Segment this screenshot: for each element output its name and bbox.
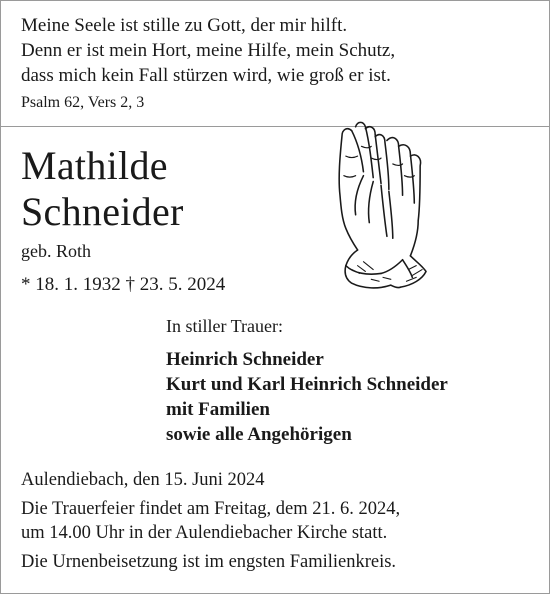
mourner-line: sowie alle Angehörigen: [166, 424, 352, 445]
life-dates: * 18. 1. 1932 † 23. 5. 2024: [21, 274, 226, 295]
verse-line: dass mich kein Fall stürzen wird, wie groß er ist.: [21, 65, 391, 86]
verse-line: Meine Seele ist stille zu Gott, der mir hilft.: [21, 15, 348, 36]
birth-name: geb. Roth: [21, 241, 91, 261]
first-name: Mathilde: [21, 143, 168, 188]
mourning-label: In stiller Trauer:: [166, 316, 283, 336]
last-name: Schneider: [21, 189, 184, 234]
place-date: Aulendiebach, den 15. Juni 2024: [21, 470, 265, 490]
divider: [1, 126, 549, 127]
verse-line: Denn er ist mein Hort, meine Hilfe, mein Schutz,: [21, 40, 396, 61]
service-line: um 14.00 Uhr in der Aulendiebacher Kirche statt.: [21, 523, 388, 543]
service-line: Die Trauerfeier findet am Freitag, dem 21. 6. 2024,: [21, 499, 401, 519]
burial-note: Die Urnenbeisetzung ist im engsten Familienkreis.: [21, 552, 397, 572]
praying-hands-icon: [324, 117, 442, 293]
deceased-name: [21, 143, 184, 235]
mourner-line: Kurt und Karl Heinrich Schneider: [166, 374, 448, 395]
service-details: [21, 468, 400, 574]
verse-reference: Psalm 62, Vers 2, 3: [21, 94, 145, 111]
mourner-line: Heinrich Schneider: [166, 349, 324, 370]
mourning-section: [166, 315, 448, 447]
bible-verse: [21, 13, 395, 88]
mourner-line: mit Familien: [166, 399, 270, 420]
